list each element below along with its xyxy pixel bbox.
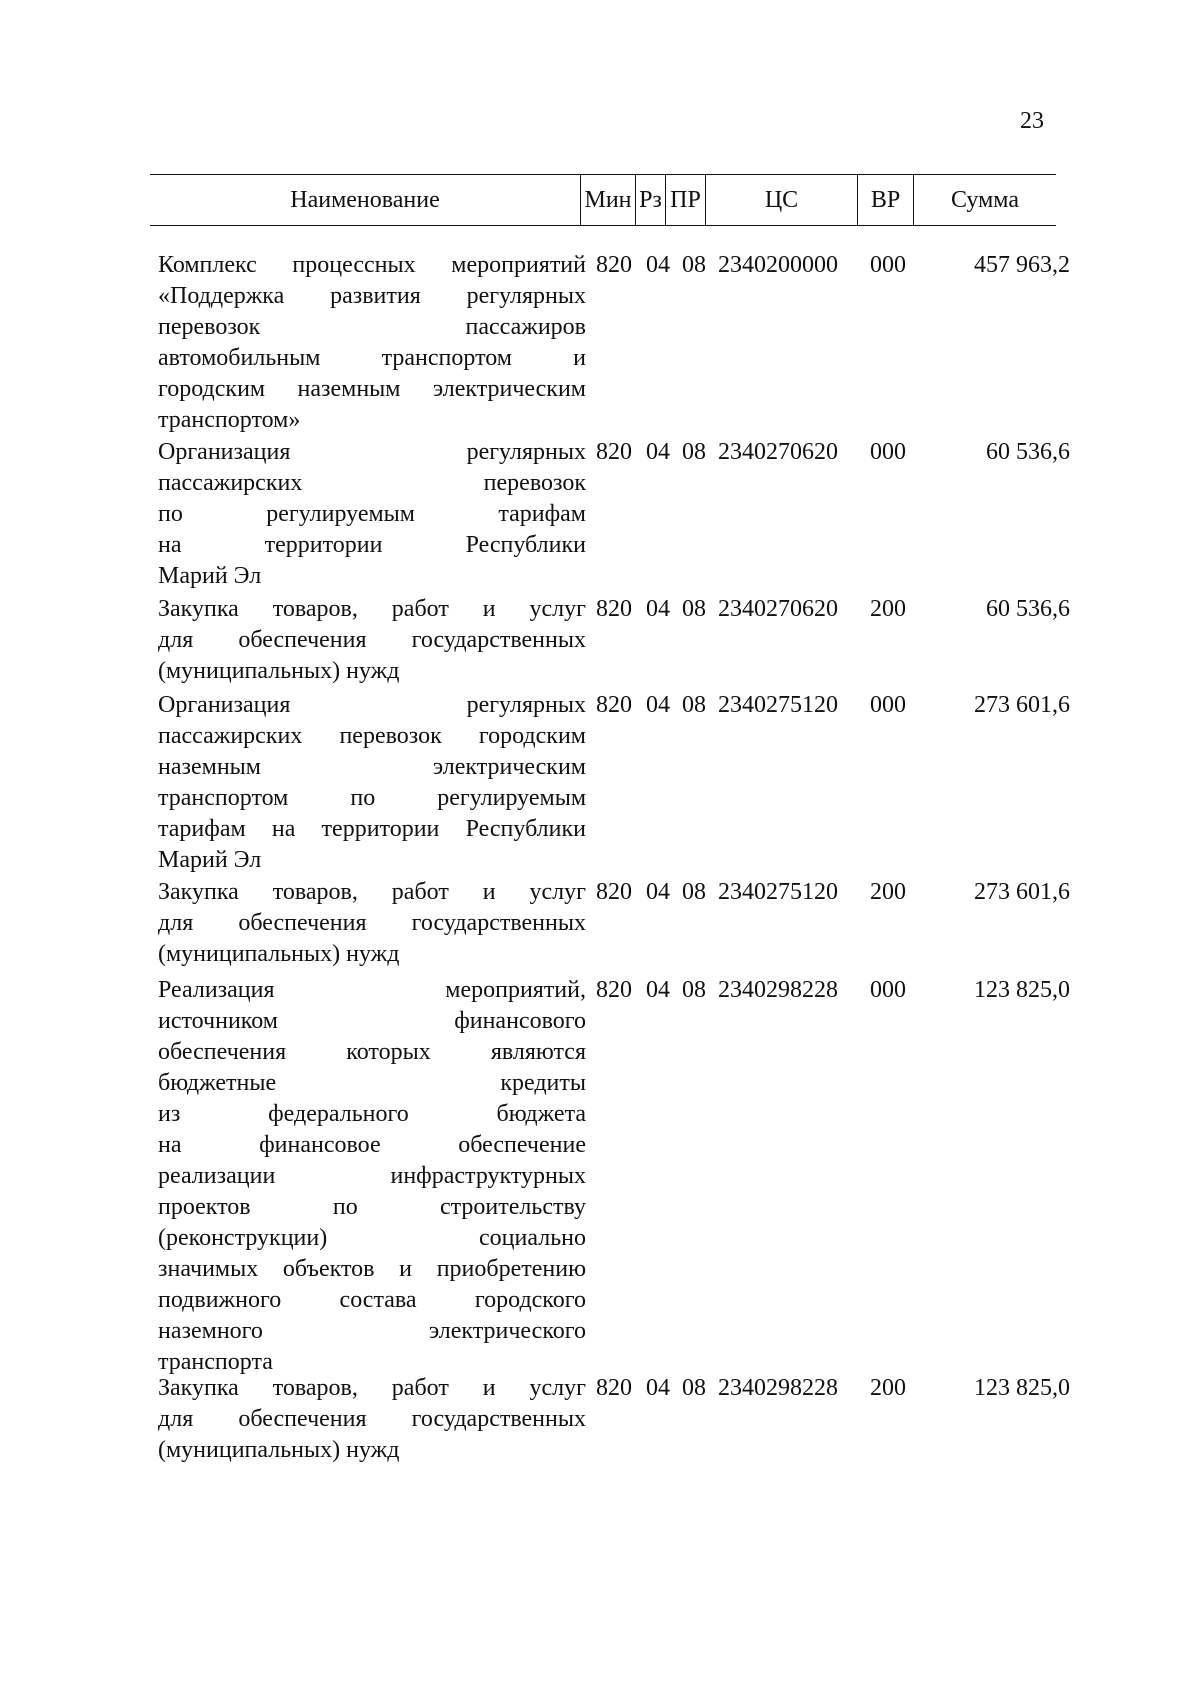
row-name-line: по регулируемым тарифам <box>158 501 586 527</box>
row-pr: 08 <box>682 879 706 905</box>
row-name <box>158 594 586 687</box>
row-name-line: из федерального бюджета <box>158 1101 586 1127</box>
row-sum: 457 963,2 <box>974 252 1070 278</box>
row-rz: 04 <box>646 596 670 622</box>
row-name-line: Закупка товаров, работ и услуг <box>158 596 586 622</box>
row-name <box>158 975 586 1378</box>
header-name: Наименование <box>290 187 440 213</box>
row-name <box>158 877 586 970</box>
row-name-line: транспорта <box>158 1349 273 1375</box>
row-name-line: для обеспечения государственных <box>158 1406 586 1432</box>
row-vr: 000 <box>870 252 906 278</box>
row-min: 820 <box>596 977 632 1003</box>
row-min: 820 <box>596 879 632 905</box>
row-cs: 2340275120 <box>718 879 838 905</box>
row-pr: 08 <box>682 977 706 1003</box>
row-min: 820 <box>596 252 632 278</box>
row-vr: 000 <box>870 977 906 1003</box>
header-rz: Рз <box>635 175 665 225</box>
row-name-line: тарифам на территории Республики <box>158 816 586 842</box>
row-name-line: (муниципальных) нужд <box>158 658 400 684</box>
row-name-line: наземным электрическим <box>158 754 586 780</box>
row-pr: 08 <box>682 1375 706 1401</box>
row-name <box>158 1373 586 1466</box>
header-min: Мин <box>580 175 635 225</box>
row-vr: 000 <box>870 692 906 718</box>
row-vr: 200 <box>870 596 906 622</box>
row-name-line: (муниципальных) нужд <box>158 1437 400 1463</box>
row-name-line: проектов по строительству <box>158 1194 586 1220</box>
row-vr: 000 <box>870 439 906 465</box>
row-name-line: перевозок пассажиров <box>158 314 586 340</box>
row-cs: 2340298228 <box>718 1375 838 1401</box>
row-rz: 04 <box>646 692 670 718</box>
row-sum: 273 601,6 <box>974 692 1070 718</box>
row-cs: 2340275120 <box>718 692 838 718</box>
row-name-line: пассажирских перевозок <box>158 470 586 496</box>
row-name <box>158 690 586 876</box>
row-vr: 200 <box>870 1375 906 1401</box>
row-name-line: реализации инфраструктурных <box>158 1163 586 1189</box>
row-sum: 123 825,0 <box>974 1375 1070 1401</box>
row-cs: 2340270620 <box>718 439 838 465</box>
row-name-line: транспортом» <box>158 407 301 433</box>
row-name-line: Комплекс процессных мероприятий <box>158 252 586 278</box>
row-rz: 04 <box>646 439 670 465</box>
row-name-line: Закупка товаров, работ и услуг <box>158 879 586 905</box>
row-name-line: Закупка товаров, работ и услуг <box>158 1375 586 1401</box>
row-min: 820 <box>596 692 632 718</box>
row-rz: 04 <box>646 252 670 278</box>
row-name-line: автомобильным транспортом и <box>158 345 586 371</box>
row-sum: 123 825,0 <box>974 977 1070 1003</box>
row-cs: 2340298228 <box>718 977 838 1003</box>
row-cs: 2340200000 <box>718 252 838 278</box>
row-sum: 273 601,6 <box>974 879 1070 905</box>
row-name-line: городским наземным электрическим <box>158 376 586 402</box>
page-number: 23 <box>1020 108 1044 134</box>
header-sum: Сумма <box>913 175 1056 225</box>
row-name-line: значимых объектов и приобретению <box>158 1256 586 1282</box>
row-name-line: источником финансового <box>158 1008 586 1034</box>
row-name-line: наземного электрического <box>158 1318 586 1344</box>
header-vr: ВР <box>857 175 913 225</box>
row-name-line: (реконструкции) социально <box>158 1225 586 1251</box>
row-name-line: для обеспечения государственных <box>158 627 586 653</box>
row-name <box>158 250 586 436</box>
row-rz: 04 <box>646 977 670 1003</box>
row-name <box>158 437 586 592</box>
row-name-line: на территории Республики <box>158 532 586 558</box>
table-header <box>150 174 1056 226</box>
row-name-line: Марий Эл <box>158 563 262 589</box>
row-pr: 08 <box>682 252 706 278</box>
row-name-line: Организация регулярных <box>158 692 586 718</box>
row-name-line: транспортом по регулируемым <box>158 785 586 811</box>
row-name-line: пассажирских перевозок городским <box>158 723 586 749</box>
row-min: 820 <box>596 439 632 465</box>
row-rz: 04 <box>646 879 670 905</box>
row-vr: 200 <box>870 879 906 905</box>
row-pr: 08 <box>682 596 706 622</box>
row-name-line: для обеспечения государственных <box>158 910 586 936</box>
row-min: 820 <box>596 596 632 622</box>
row-cs: 2340270620 <box>718 596 838 622</box>
row-name-line: (муниципальных) нужд <box>158 941 400 967</box>
row-name-line: подвижного состава городского <box>158 1287 586 1313</box>
row-name-line: Марий Эл <box>158 847 262 873</box>
row-pr: 08 <box>682 439 706 465</box>
row-name-line: Организация регулярных <box>158 439 586 465</box>
row-name-line: Реализация мероприятий, <box>158 977 586 1003</box>
row-sum: 60 536,6 <box>986 439 1070 465</box>
row-rz: 04 <box>646 1375 670 1401</box>
row-name-line: обеспечения которых являются <box>158 1039 586 1065</box>
row-name-line: на финансовое обеспечение <box>158 1132 586 1158</box>
row-sum: 60 536,6 <box>986 596 1070 622</box>
row-name-line: «Поддержка развития регулярных <box>158 283 586 309</box>
header-pr: ПР <box>665 175 705 225</box>
row-min: 820 <box>596 1375 632 1401</box>
header-cs: ЦС <box>705 175 857 225</box>
row-pr: 08 <box>682 692 706 718</box>
row-name-line: бюджетные кредиты <box>158 1070 586 1096</box>
